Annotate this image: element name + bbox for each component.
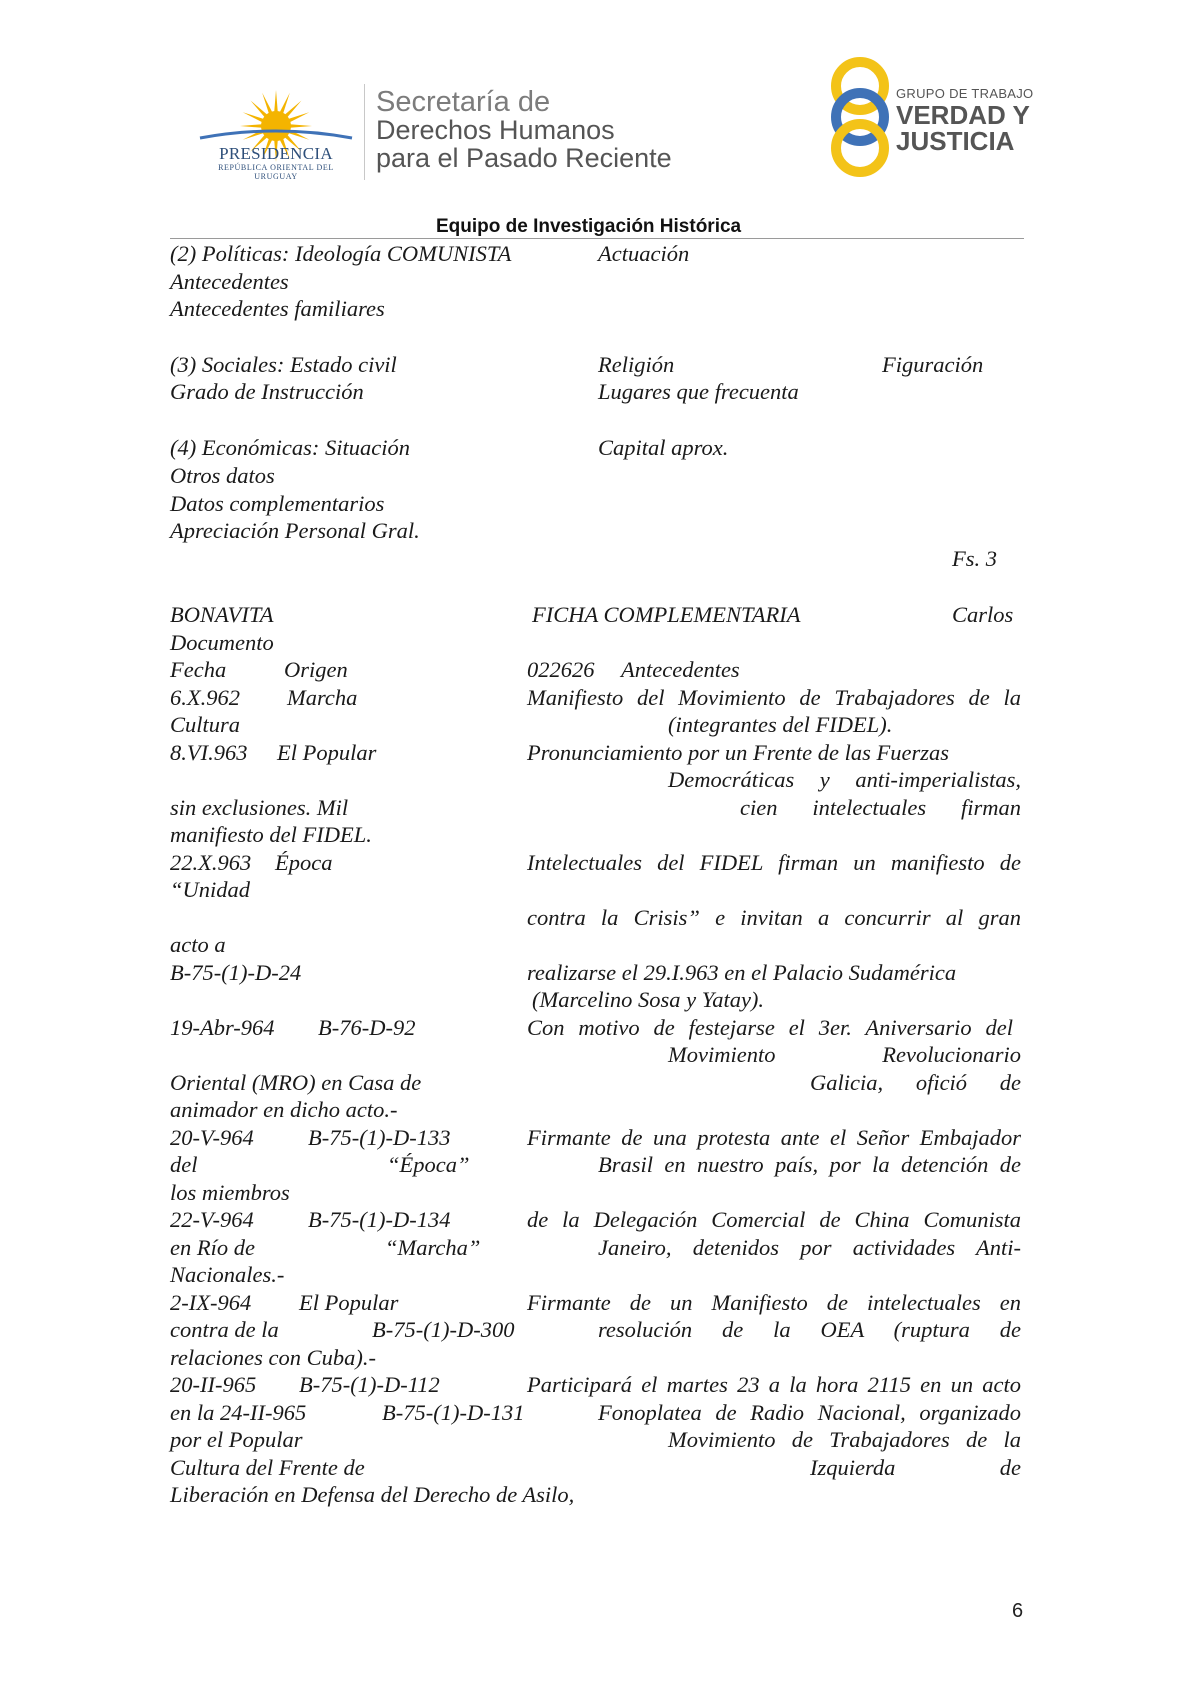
text-line: (2) Políticas: Ideología COMUNISTA <box>170 241 512 266</box>
grupo-label: GRUPO DE TRABAJO <box>896 86 1034 101</box>
header-rule <box>170 238 1024 239</box>
text-line: Con motivo de festejarse el 3er. Aniversario del <box>527 1015 1013 1040</box>
verdad-justicia-text <box>896 86 1033 154</box>
text-line: realizarse el 29.I.963 en el Palacio Sudamérica <box>527 960 957 985</box>
folio-label: Fs. 3 <box>952 546 997 571</box>
text-line: B-75-(1)-D-24 <box>170 960 302 985</box>
text-line: Cultura <box>170 712 241 737</box>
text-line: de la Delegación Comercial de China Comunista <box>527 1207 1021 1232</box>
text-line: los miembros <box>170 1180 290 1205</box>
text-line: Documento <box>170 630 274 655</box>
text-line: 2-IX-964 <box>170 1290 252 1315</box>
text-line: Grado de Instrucción <box>170 379 364 404</box>
secretaria-title <box>376 88 672 172</box>
text-line: Antecedentes <box>621 657 740 682</box>
text-line: en Río de <box>170 1235 255 1260</box>
header-divider <box>364 84 365 180</box>
text-line: Actuación <box>598 241 690 266</box>
text-line: contra la Crisis” e invitan a concurrir al gran <box>527 905 1021 930</box>
text-line: Apreciación Personal Gral. <box>170 518 420 543</box>
secretaria-line-2: Derechos Humanos <box>376 115 615 145</box>
text-line: en la 24-II-965 <box>170 1400 307 1425</box>
page-number: 6 <box>1012 1600 1024 1622</box>
text-line: 022626 <box>527 657 595 682</box>
text-line: B-76-D-92 <box>318 1015 416 1040</box>
text-line: Firmante de una protesta ante el Señor Embajador <box>527 1125 1021 1150</box>
text-line: Otros datos <box>170 463 275 488</box>
text-line: Antecedentes <box>170 269 289 294</box>
text-line: (4) Económicas: Situación <box>170 435 410 460</box>
presidencia-label: PRESIDENCIA <box>219 144 333 163</box>
text-line: Nacionales.- <box>170 1262 285 1287</box>
text-line: B-75-(1)-D-131 <box>382 1400 525 1425</box>
text-line: relaciones con Cuba).- <box>170 1345 376 1370</box>
text-line: 20-V-964 <box>170 1125 254 1150</box>
text-line: Janeiro, detenidos por actividades Anti- <box>598 1235 1021 1260</box>
text-line: Galicia, ofició de <box>810 1070 1021 1095</box>
text-line: Fonoplatea de Radio Nacional, organizado <box>598 1400 1021 1425</box>
text-line: 6.X.962 <box>170 685 240 710</box>
text-line: (3) Sociales: Estado civil <box>170 352 397 377</box>
text-line: Participará el martes 23 a la hora 2115 en un acto <box>527 1372 1021 1397</box>
text-line: Capital aprox. <box>598 435 729 460</box>
verdad-label: VERDAD Y <box>896 100 1030 130</box>
text-line: por el Popular <box>170 1427 303 1452</box>
text-line: Marcha <box>287 685 358 710</box>
text-line: BONAVITA <box>170 602 274 627</box>
text-line: B-75-(1)-D-300 <box>372 1317 515 1342</box>
text-line: B-75-(1)-D-134 <box>308 1207 451 1232</box>
secretaria-line-1: Secretaría de <box>376 86 551 118</box>
text-line: 19-Abr-964 <box>170 1015 275 1040</box>
text-line: (integrantes del FIDEL). <box>668 712 893 737</box>
text-line: “Marcha” <box>385 1235 481 1260</box>
text-line: Izquierda de <box>810 1455 1021 1480</box>
text-line: “Unidad <box>170 877 251 902</box>
text-line: El Popular <box>299 1290 399 1315</box>
text-line: Origen <box>284 657 348 682</box>
text-line: Firmante de un Manifiesto de intelectuales en <box>527 1290 1021 1315</box>
text-line: Liberación en Defensa del Derecho de Asilo, <box>170 1482 575 1507</box>
text-line: acto a <box>170 932 226 957</box>
text-line: El Popular <box>277 740 377 765</box>
text-line: Época <box>275 850 333 875</box>
text-line: 22.X.963 <box>170 850 252 875</box>
text-line: resolución de la OEA (ruptura de <box>598 1317 1021 1342</box>
text-line: Democráticas y anti-imperialistas, <box>668 767 1021 792</box>
text-line: contra de la <box>170 1317 279 1342</box>
text-line: Movimiento de Trabajadores de la <box>668 1427 1021 1452</box>
text-line: Religión <box>598 352 675 377</box>
text-line: Figuración <box>882 352 984 377</box>
text-line: 20-II-965 <box>170 1372 257 1397</box>
text-line: Antecedentes familiares <box>170 296 385 321</box>
text-line: B-75-(1)-D-133 <box>308 1125 451 1150</box>
presidencia-sublabel: REPÚBLICA ORIENTAL DEL URUGUAY <box>218 163 334 181</box>
text-line: Lugares que frecuenta <box>598 379 799 404</box>
team-title: Equipo de Investigación Histórica <box>436 216 742 237</box>
justicia-label: JUSTICIA <box>896 126 1015 156</box>
text-line: (Marcelino Sosa y Yatay). <box>532 987 765 1012</box>
text-line: B-75-(1)-D-112 <box>299 1372 440 1397</box>
text-line: Fecha <box>170 657 227 682</box>
text-line: Carlos <box>952 602 1014 627</box>
text-line: del <box>170 1152 198 1177</box>
text-line: Brasil en nuestro país, por la detención de <box>598 1152 1021 1177</box>
text-line: 22-V-964 <box>170 1207 254 1232</box>
text-line: Oriental (MRO) en Casa de <box>170 1070 422 1095</box>
text-line: 8.VI.963 <box>170 740 248 765</box>
text-line: cien intelectuales firman <box>740 795 1021 820</box>
text-line: Intelectuales del FIDEL firman un manifiesto de <box>527 850 1021 875</box>
text-line: Movimiento Revolucionario <box>668 1042 1021 1067</box>
text-line: Datos complementarios <box>170 491 385 516</box>
secretaria-line-3: para el Pasado Reciente <box>376 143 672 173</box>
text-line: Manifiesto del Movimiento de Trabajadores de la <box>527 685 1021 710</box>
text-line: manifiesto del FIDEL. <box>170 822 372 847</box>
text-line: “Época” <box>387 1152 470 1177</box>
text-line: sin exclusiones. Mil <box>170 795 349 820</box>
text-line: Cultura del Frente de <box>170 1455 365 1480</box>
text-line: animador en dicho acto.- <box>170 1097 398 1122</box>
text-line: Pronunciamiento por un Frente de las Fuerzas <box>527 740 950 765</box>
ficha-title: FICHA COMPLEMENTARIA <box>532 602 801 627</box>
page-header <box>0 0 1190 210</box>
